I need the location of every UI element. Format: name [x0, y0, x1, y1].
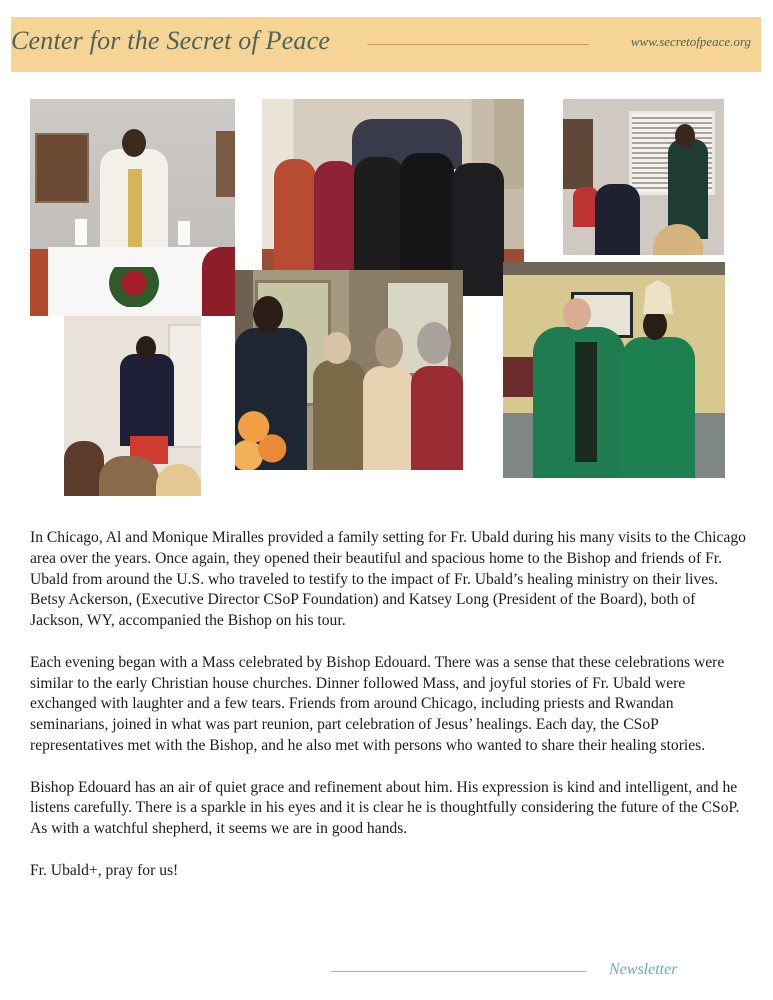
flowers-icon: [235, 398, 297, 470]
photo-group: [262, 99, 524, 296]
closing-line: Fr. Ubald+, pray for us!: [30, 861, 179, 879]
roses-icon: [108, 267, 160, 307]
website-url: www.secretofpeace.org: [630, 34, 751, 49]
paragraph: In Chicago, Al and Monique Miralles provided a family setting for Fr. Ubald during his many visits to the Chicago area over the years. Once again, they opened their beautiful and spacious home to the Bishop and friends of Fr. Ubald from around the U.S. who traveled to testify to the impact of Fr. Ubald’s healing ministry on their lives. Betsy Ackerson, (Executive Director CSoP Foundation) and Katsey Long (President of the Board), both of Jackson, WY, accompanied the Bishop on his tour.: [30, 529, 746, 630]
newsletter-label: Newsletter: [609, 961, 678, 978]
paragraph: Bishop Edouard has an air of quiet grace and refinement about him. His expression is kind and intelligent, and he listens carefully. There is a sparkle in his eyes and it is clear he is thoughtfully considering the future of the CSoP. As with a watchful shepherd, it seems we are in good hands.: [30, 778, 740, 838]
organization-title: Center for the Secret of Peace: [11, 26, 331, 55]
jesus-icon-painting: [35, 133, 89, 203]
article-body: [30, 528, 750, 902]
photo-gathering: [563, 99, 724, 255]
paragraph: Each evening began with a Mass celebrated by Bishop Edouard. There was a sense that these celebrations were similar to the early Christian house churches. Dinner followed Mass, and joyful stories of Fr. Ubald were exchanged with laughter and a few tears. Friends from around Chicago, including priests and Rwandan seminarians, joined in what was part reunion, part celebration of Jesus’ healings. Each day, the CSoP representatives met with the Bishop, and he also met with persons who wanted to share their healing stories.: [30, 653, 725, 754]
header-divider: [367, 44, 589, 45]
photo-bishop-with-women: [235, 270, 463, 470]
photo-speaker: [64, 316, 201, 496]
header-band: [11, 17, 761, 72]
footer-divider: [331, 971, 586, 972]
photo-mass-altar: [30, 99, 235, 316]
photo-priests-green-vestments: [503, 262, 725, 478]
